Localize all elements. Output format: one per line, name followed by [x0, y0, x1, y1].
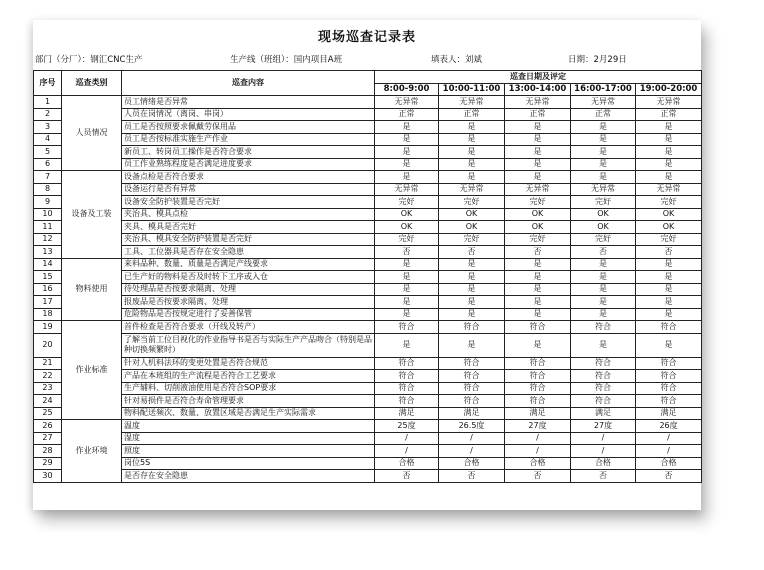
row-number: 25 — [34, 407, 62, 420]
result-cell: OK — [636, 221, 702, 234]
result-cell: 是 — [571, 308, 636, 321]
result-cell: 否 — [505, 246, 571, 259]
result-cell: 无异常 — [571, 183, 636, 196]
result-cell: 是 — [571, 296, 636, 309]
result-cell: 否 — [571, 470, 636, 483]
header-slot: 13:00-14:00 — [505, 83, 571, 96]
table-row — [34, 296, 702, 309]
result-cell: 符合 — [505, 382, 571, 395]
result-cell: 否 — [375, 470, 439, 483]
category-cell: 作业标准 — [62, 321, 122, 420]
result-cell: 是 — [375, 171, 439, 184]
result-cell: 无异常 — [375, 96, 439, 109]
result-cell: 是 — [505, 171, 571, 184]
result-cell: 是 — [439, 333, 505, 357]
result-cell: 是 — [505, 283, 571, 296]
result-cell: 符合 — [505, 357, 571, 370]
category-cell: 设备及工装 — [62, 171, 122, 259]
result-cell: 符合 — [505, 370, 571, 383]
result-cell: 是 — [375, 121, 439, 134]
check-item: 湿度 — [122, 432, 375, 445]
result-cell: OK — [439, 221, 505, 234]
row-number: 22 — [34, 370, 62, 383]
table-row — [34, 420, 702, 433]
check-item: 员工作业熟练程度是否满足进度要求 — [122, 158, 375, 171]
result-cell: OK — [375, 208, 439, 221]
table-row — [34, 183, 702, 196]
category-cell: 作业环境 — [62, 420, 122, 483]
row-number: 27 — [34, 432, 62, 445]
header-date-group: 巡查日期及评定 — [375, 71, 702, 84]
result-cell: 27度 — [505, 420, 571, 433]
result-cell: 符合 — [571, 370, 636, 383]
row-number: 16 — [34, 283, 62, 296]
result-cell: OK — [636, 208, 702, 221]
table-row — [34, 283, 702, 296]
check-item: 已生产好的物料是否及时转下工序或入仓 — [122, 271, 375, 284]
result-cell: 符合 — [375, 370, 439, 383]
result-cell: 完好 — [571, 196, 636, 209]
result-cell: / — [439, 432, 505, 445]
result-cell: 是 — [505, 308, 571, 321]
result-cell: 是 — [571, 271, 636, 284]
result-cell: 否 — [439, 246, 505, 259]
result-cell: 符合 — [375, 321, 439, 334]
check-item: 生产辅料、切削液油使用是否符合SOP要求 — [122, 382, 375, 395]
department-label: 部门（分厂）：钢汇CNC生产 — [35, 55, 143, 65]
table-row — [34, 470, 702, 483]
result-cell: / — [636, 432, 702, 445]
result-cell: 正常 — [375, 108, 439, 121]
result-cell: 完好 — [439, 196, 505, 209]
production-line-label: 生产线（班组）：国内项目A班 — [230, 55, 343, 65]
table-row — [34, 370, 702, 383]
row-number: 19 — [34, 321, 62, 334]
result-cell: 26度 — [636, 420, 702, 433]
header-no: 序号 — [34, 71, 62, 96]
result-cell: 是 — [439, 133, 505, 146]
result-cell: 是 — [571, 158, 636, 171]
header-content: 巡查内容 — [122, 71, 375, 96]
result-cell: 合格 — [636, 457, 702, 470]
result-cell: 完好 — [375, 196, 439, 209]
result-cell: OK — [439, 208, 505, 221]
result-cell: 无异常 — [439, 183, 505, 196]
result-cell: 符合 — [636, 382, 702, 395]
result-cell: 符合 — [439, 382, 505, 395]
result-cell: 是 — [636, 158, 702, 171]
result-cell: 符合 — [505, 321, 571, 334]
result-cell: 正常 — [439, 108, 505, 121]
check-item: 报废品是否按要求隔离、处理 — [122, 296, 375, 309]
result-cell: 是 — [439, 308, 505, 321]
result-cell: 符合 — [571, 321, 636, 334]
check-item: 夹具、模具是否完好 — [122, 221, 375, 234]
result-cell: 是 — [636, 333, 702, 357]
check-item: 物料配送频次、数量、放置区域是否满足生产实际需求 — [122, 407, 375, 420]
result-cell: 是 — [636, 258, 702, 271]
table-row — [34, 196, 702, 209]
result-cell: 正常 — [636, 108, 702, 121]
result-cell: 符合 — [571, 382, 636, 395]
row-number: 11 — [34, 221, 62, 234]
category-cell: 物料使用 — [62, 258, 122, 321]
row-number: 5 — [34, 146, 62, 159]
result-cell: 是 — [375, 133, 439, 146]
result-cell: 完好 — [571, 233, 636, 246]
header-category: 巡查类别 — [62, 71, 122, 96]
check-item: 岗位5S — [122, 457, 375, 470]
header-slot: 10:00-11:00 — [439, 83, 505, 96]
result-cell: 符合 — [505, 395, 571, 408]
result-cell: 是 — [375, 146, 439, 159]
result-cell: 完好 — [505, 196, 571, 209]
row-number: 21 — [34, 357, 62, 370]
filler-label: 填表人：刘斌 — [431, 55, 483, 65]
row-number: 7 — [34, 171, 62, 184]
result-cell: 满足 — [571, 407, 636, 420]
result-cell: 是 — [505, 258, 571, 271]
table-row — [34, 133, 702, 146]
result-cell: 满足 — [439, 407, 505, 420]
result-cell: 是 — [375, 333, 439, 357]
check-item: 针对易损件是否符合寿命管理要求 — [122, 395, 375, 408]
result-cell: 是 — [636, 283, 702, 296]
result-cell: 正常 — [571, 108, 636, 121]
result-cell: 合格 — [439, 457, 505, 470]
table-row — [34, 382, 702, 395]
result-cell: / — [375, 445, 439, 458]
result-cell: OK — [571, 208, 636, 221]
check-item: 设备安全防护装置是否完好 — [122, 196, 375, 209]
result-cell: 完好 — [375, 233, 439, 246]
check-item: 工具、工位器具是否存在安全隐患 — [122, 246, 375, 259]
result-cell: 是 — [571, 283, 636, 296]
result-cell: 是 — [439, 258, 505, 271]
result-cell: 是 — [375, 283, 439, 296]
row-number: 30 — [34, 470, 62, 483]
result-cell: 是 — [439, 146, 505, 159]
table-row — [34, 233, 702, 246]
table-row — [34, 308, 702, 321]
table-row — [34, 321, 702, 334]
table-row — [34, 121, 702, 134]
result-cell: 否 — [375, 246, 439, 259]
result-cell: 是 — [505, 133, 571, 146]
result-cell: 否 — [636, 470, 702, 483]
result-cell: 是 — [375, 296, 439, 309]
row-number: 18 — [34, 308, 62, 321]
result-cell: 符合 — [636, 370, 702, 383]
check-item: 针对人机料法环的变更处置是否符合规范 — [122, 357, 375, 370]
table-row — [34, 432, 702, 445]
header-slot: 8:00-9:00 — [375, 83, 439, 96]
check-item: 夹治具、模具安全防护装置是否完好 — [122, 233, 375, 246]
date-label: 日期：2月29日 — [568, 55, 627, 65]
result-cell: 是 — [571, 258, 636, 271]
sheet-title: 现场巡查记录表 — [317, 30, 416, 45]
result-cell: 是 — [636, 146, 702, 159]
result-cell: 否 — [636, 246, 702, 259]
result-cell: 符合 — [375, 395, 439, 408]
row-number: 2 — [34, 108, 62, 121]
check-item: 设备点检是否符合要求 — [122, 171, 375, 184]
result-cell: 满足 — [636, 407, 702, 420]
result-cell: 是 — [636, 308, 702, 321]
check-item: 新员工、转岗员工操作是否符合要求 — [122, 146, 375, 159]
result-cell: 是 — [375, 271, 439, 284]
result-cell: 25度 — [375, 420, 439, 433]
table-row — [34, 271, 702, 284]
row-number: 10 — [34, 208, 62, 221]
result-cell: 无异常 — [439, 96, 505, 109]
check-item: 照度 — [122, 445, 375, 458]
check-item: 员工情绪是否异常 — [122, 96, 375, 109]
check-item: 首件检查是否符合要求（开线及转产） — [122, 321, 375, 334]
result-cell: 符合 — [375, 382, 439, 395]
result-cell: 无异常 — [505, 96, 571, 109]
result-cell: 符合 — [375, 357, 439, 370]
result-cell: 26.5度 — [439, 420, 505, 433]
table-row — [34, 445, 702, 458]
check-item: 夹治具、模具点检 — [122, 208, 375, 221]
result-cell: 满足 — [505, 407, 571, 420]
result-cell: 是 — [571, 333, 636, 357]
result-cell: 是 — [439, 296, 505, 309]
table-row — [34, 171, 702, 184]
check-item: 员工是否按标准实施生产作业 — [122, 133, 375, 146]
result-cell: 符合 — [636, 357, 702, 370]
result-cell: 是 — [505, 271, 571, 284]
check-item: 是否存在安全隐患 — [122, 470, 375, 483]
check-item: 人员在岗情况（离岗、串岗） — [122, 108, 375, 121]
table-body — [34, 96, 702, 483]
result-cell: 是 — [505, 333, 571, 357]
header-slot: 16:00-17:00 — [571, 83, 636, 96]
result-cell: 否 — [439, 470, 505, 483]
table-row — [34, 258, 702, 271]
table-row — [34, 146, 702, 159]
result-cell: 是 — [571, 133, 636, 146]
inspection-sheet — [33, 20, 701, 510]
result-cell: 是 — [505, 146, 571, 159]
result-cell: 符合 — [439, 357, 505, 370]
result-cell: 符合 — [636, 321, 702, 334]
result-cell: 符合 — [439, 370, 505, 383]
check-item: 设备运行是否有异常 — [122, 183, 375, 196]
row-number: 29 — [34, 457, 62, 470]
row-number: 4 — [34, 133, 62, 146]
result-cell: 是 — [636, 133, 702, 146]
result-cell: 是 — [571, 121, 636, 134]
table-row — [34, 457, 702, 470]
result-cell: 是 — [505, 121, 571, 134]
result-cell: 符合 — [439, 321, 505, 334]
header-slot: 19:00-20:00 — [636, 83, 702, 96]
row-number: 26 — [34, 420, 62, 433]
result-cell: 符合 — [439, 395, 505, 408]
category-cell: 人员情况 — [62, 96, 122, 171]
result-cell: / — [375, 432, 439, 445]
row-number: 1 — [34, 96, 62, 109]
result-cell: 是 — [571, 146, 636, 159]
result-cell: 无异常 — [505, 183, 571, 196]
table-row — [34, 333, 702, 357]
result-cell: OK — [505, 221, 571, 234]
result-cell: / — [571, 445, 636, 458]
check-item: 来料品种、数量、质量是否满足产线要求 — [122, 258, 375, 271]
result-cell: 是 — [375, 258, 439, 271]
row-number: 20 — [34, 333, 62, 357]
row-number: 8 — [34, 183, 62, 196]
result-cell: 是 — [439, 171, 505, 184]
result-cell: 无异常 — [636, 183, 702, 196]
check-item: 产品在本班组的生产流程是否符合工艺要求 — [122, 370, 375, 383]
result-cell: 是 — [505, 296, 571, 309]
result-cell: 合格 — [505, 457, 571, 470]
inspection-table — [33, 70, 702, 483]
row-number: 14 — [34, 258, 62, 271]
result-cell: 完好 — [439, 233, 505, 246]
check-item: 了解当前工位目视化的作业指导书是否与实际生产产品吻合（特别是品种切换频繁时） — [122, 333, 375, 357]
result-cell: 符合 — [571, 357, 636, 370]
result-cell: / — [571, 432, 636, 445]
result-cell: 是 — [439, 271, 505, 284]
row-number: 12 — [34, 233, 62, 246]
row-number: 6 — [34, 158, 62, 171]
result-cell: 是 — [636, 271, 702, 284]
result-cell: OK — [505, 208, 571, 221]
result-cell: / — [636, 445, 702, 458]
result-cell: 是 — [505, 158, 571, 171]
row-number: 28 — [34, 445, 62, 458]
table-row — [34, 108, 702, 121]
result-cell: 是 — [571, 171, 636, 184]
result-cell: 否 — [505, 470, 571, 483]
result-cell: 是 — [636, 121, 702, 134]
row-number: 13 — [34, 246, 62, 259]
result-cell: 是 — [439, 121, 505, 134]
table-row — [34, 221, 702, 234]
row-number: 9 — [34, 196, 62, 209]
result-cell: / — [439, 445, 505, 458]
result-cell: 符合 — [636, 395, 702, 408]
result-cell: 无异常 — [636, 96, 702, 109]
table-row — [34, 246, 702, 259]
row-number: 3 — [34, 121, 62, 134]
result-cell: 无异常 — [571, 96, 636, 109]
table-row — [34, 357, 702, 370]
result-cell: 完好 — [505, 233, 571, 246]
table-row — [34, 407, 702, 420]
result-cell: / — [505, 445, 571, 458]
result-cell: 符合 — [571, 395, 636, 408]
result-cell: / — [505, 432, 571, 445]
result-cell: 正常 — [505, 108, 571, 121]
result-cell: 合格 — [375, 457, 439, 470]
result-cell: 是 — [439, 283, 505, 296]
table-row — [34, 208, 702, 221]
result-cell: 合格 — [571, 457, 636, 470]
result-cell: 满足 — [375, 407, 439, 420]
result-cell: OK — [375, 221, 439, 234]
row-number: 17 — [34, 296, 62, 309]
result-cell: 完好 — [636, 233, 702, 246]
result-cell: 27度 — [571, 420, 636, 433]
table-row — [34, 96, 702, 109]
check-item: 待处理品是否按要求隔离、处理 — [122, 283, 375, 296]
result-cell: 完好 — [636, 196, 702, 209]
check-item: 温度 — [122, 420, 375, 433]
result-cell: 无异常 — [375, 183, 439, 196]
result-cell: OK — [571, 221, 636, 234]
table-row — [34, 395, 702, 408]
result-cell: 是 — [636, 296, 702, 309]
result-cell: 是 — [439, 158, 505, 171]
row-number: 15 — [34, 271, 62, 284]
result-cell: 是 — [375, 158, 439, 171]
result-cell: 是 — [636, 171, 702, 184]
row-number: 24 — [34, 395, 62, 408]
table-row — [34, 158, 702, 171]
check-item: 员工是否按照要求佩戴劳保用品 — [122, 121, 375, 134]
row-number: 23 — [34, 382, 62, 395]
result-cell: 否 — [571, 246, 636, 259]
result-cell: 是 — [375, 308, 439, 321]
check-item: 危险物品是否按规定进行了妥善保管 — [122, 308, 375, 321]
